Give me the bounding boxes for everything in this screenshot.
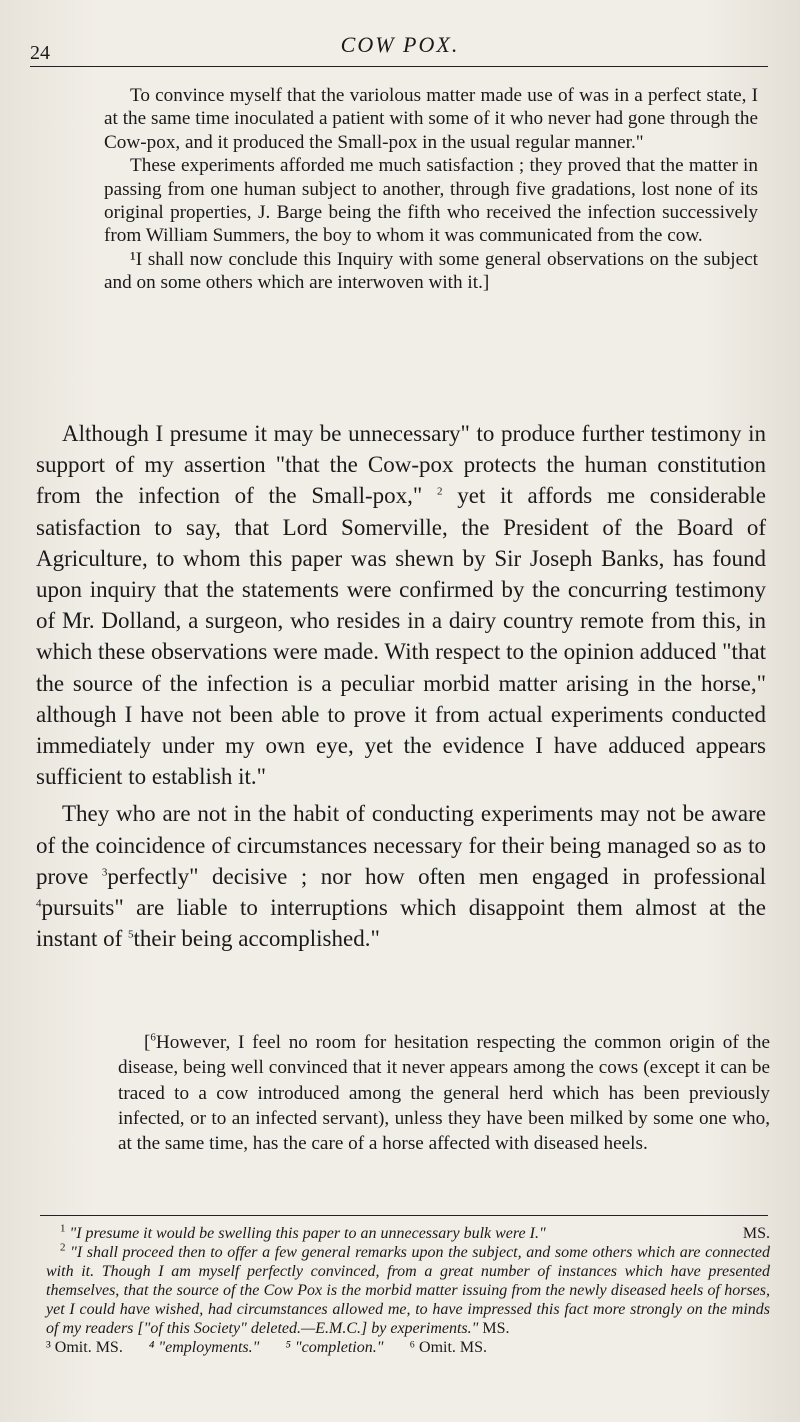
footnote-3: ³ Omit. MS. — [46, 1339, 123, 1356]
footnotes-3-to-6 — [46, 1338, 770, 1357]
bracketed-insert-block — [118, 1030, 770, 1156]
main-text — [36, 418, 766, 954]
footnote-marker: 4 — [36, 897, 42, 910]
page-number: 24 — [30, 42, 50, 64]
footnotes — [46, 1224, 770, 1357]
body-paragraph: Although I presume it may be unnecessary" to produce further testimony in support of my assertion "that the Cow-pox protects the human constitution from the infection of the Small-pox," $^2$ yet it affords me considerable satisfaction to say, that Lord Somerville, the President of the Board of Agriculture, to whom this paper was shewn by Sir Joseph Banks, has found upon inquiry that the statements were confirmed by the concurring testimony of Mr. Dolland, a surgeon, who resides in a dairy country remote from this, in which these observations were made. With respect to the opinion adduced "that the source of the infection is a peculiar morbid matter arising in the horse," although I have not been able to prove it from actual experiments conducted immediately under my own eye, yet the evidence I have adduced appears sufficient to establish it." — [36, 421, 766, 790]
running-title: COW POX. — [340, 32, 460, 57]
footnote-6: ⁶ Omit. MS. — [409, 1339, 488, 1356]
page-header — [30, 30, 770, 70]
footnote-marker: 3 — [101, 866, 108, 879]
header-rule — [30, 66, 768, 67]
body-paragraph: They who are not in the habit of conducting experiments may not be aware of the coincidence of circumstances necessary for their being managed so as to prove $^3$perfectly" decisive ; nor how often men engaged in professional $^4$pursuits" are liable to interruptions which disappoint them almost at the instant of $^5$their being accomplished." — [36, 801, 766, 952]
footnote-4: ⁴ "employments." — [148, 1339, 260, 1356]
footnote-5: ⁵ "completion." — [285, 1339, 384, 1356]
quote-paragraph: These experiments afforded me much satisfaction ; they proved that the matter in passing from one human subject to another, through five gradations, lost none of its original properties, J. Barge being the fifth who received the infection successively from William Summers, the boy to whom it was communicated from the cow. — [104, 155, 758, 247]
footnote-marker: 6 — [150, 1031, 156, 1044]
footnote-1: $^1$ "I presume it would be swelling this paper to an unnecessary bulk were I." MS. — [60, 1222, 770, 1242]
insert-paragraph: [$^6$However, I feel no room for hesitation respecting the common origin of the disease, being well convinced that it never appears among the cows (except it can be traced to a cow introduced among the general herd which has been previously infected, or to an infected servant), unless they have been milked by some one who, at the same time, has the care of a horse affected with diseased heels. — [118, 1031, 770, 1155]
quote-paragraph: ¹I shall now conclude this Inquiry with some general observations on the subject and on some others which are interwoven with it.] — [104, 248, 758, 294]
footnote-marker: 5 — [128, 928, 134, 941]
quote-paragraph: To convince myself that the variolous matter made use of was in a perfect state, I at the same time inoculated a patient with some of it who never had gone through the Cow-pox, and it produced the Small-pox in the usual regular manner." — [104, 85, 758, 153]
footnote-rule — [40, 1215, 768, 1216]
quoted-manuscript-block — [104, 84, 758, 295]
footnote-2: $^2$ "I shall proceed then to offer a few general remarks upon the subject, and some others which are connected with it. Though I am myself perfectly convinced, from a great number of instances which have presented themselves, that the source of the Cow Pox is the morbid matter issuing from the newly diseased heels of horses, yet I could have wished, had circumstances allowed me, to have impressed this fact more strongly on the minds of my readers ["of this Society" deleted.—E.M.C.] by experiments." MS. — [46, 1241, 771, 1337]
footnote-marker: 2 — [437, 485, 443, 498]
